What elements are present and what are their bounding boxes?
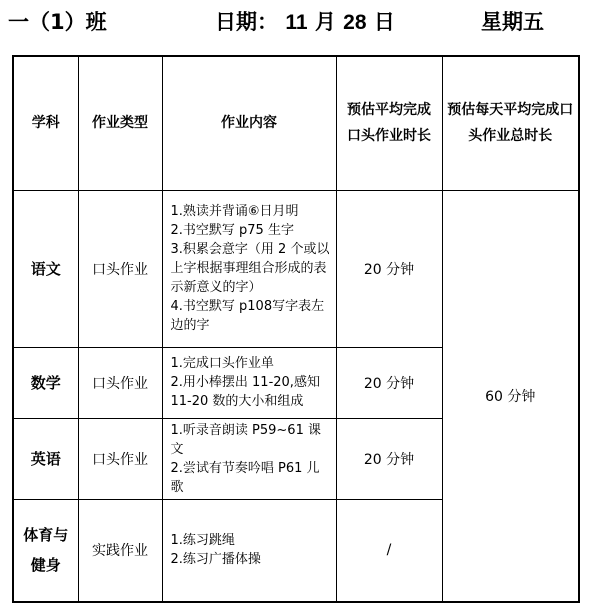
date-day-unit: 日 <box>373 10 395 34</box>
subject-cell: 英语 <box>13 418 78 499</box>
date-label: 日期： <box>215 10 278 34</box>
content-cell <box>162 418 336 499</box>
class-name: 一（1）班 <box>8 10 107 34</box>
weekday: 星期五 <box>481 10 544 34</box>
content-item: 2.书空默写 p75 生字 <box>170 223 294 238</box>
header-content: 作业内容 <box>162 56 336 190</box>
date-day: 28 <box>343 11 367 34</box>
content-cell <box>162 190 336 347</box>
date-month: 11 <box>285 11 308 34</box>
date-month-unit: 月 <box>314 10 336 34</box>
time-cell: 20 分钟 <box>336 190 442 347</box>
header-type: 作业类型 <box>78 56 162 190</box>
content-item: 3.积累会意字（用 2 个或以上字根据事理组合形成的表示新意义的字） <box>170 242 330 295</box>
type-cell: 口头作业 <box>78 190 162 347</box>
header-total-time: 预估每天平均完成口头作业总时长 <box>442 56 579 190</box>
header-avg-time: 预估平均完成口头作业时长 <box>336 56 442 190</box>
time-cell: / <box>336 499 442 602</box>
type-cell: 口头作业 <box>78 347 162 418</box>
header-subject: 学科 <box>13 56 78 190</box>
content-item: 1.练习跳绳 <box>170 533 235 549</box>
content-item: 2.尝试有节奏吟唱 P61 儿歌 <box>170 460 320 495</box>
type-cell: 口头作业 <box>78 418 162 499</box>
date <box>215 6 395 36</box>
time-cell: 20 分钟 <box>336 418 442 499</box>
content-item: 1.熟读并背诵⑥日月明 <box>170 204 299 219</box>
content-item: 1.听录音朗读 P59~61 课文 <box>170 422 321 457</box>
content-cell <box>162 347 336 418</box>
total-time-cell: 60 分钟 <box>442 190 579 602</box>
table-row <box>13 190 579 347</box>
content-cell <box>162 499 336 602</box>
type-cell: 实践作业 <box>78 499 162 602</box>
subject-cell: 语文 <box>13 190 78 347</box>
homework-table <box>12 55 580 603</box>
subject-cell: 体育与健身 <box>13 499 78 602</box>
table-header-row <box>13 56 579 190</box>
content-item: 1.完成口头作业单 <box>170 356 274 371</box>
time-cell: 20 分钟 <box>336 347 442 418</box>
content-item: 2.练习广播体操 <box>170 552 261 568</box>
content-item: 4.书空默写 p108写字表左边的字 <box>170 299 325 333</box>
subject-cell: 数学 <box>13 347 78 418</box>
content-item: 2.用小棒摆出 11-20,感知 11-20 数的大小和组成 <box>170 375 320 409</box>
